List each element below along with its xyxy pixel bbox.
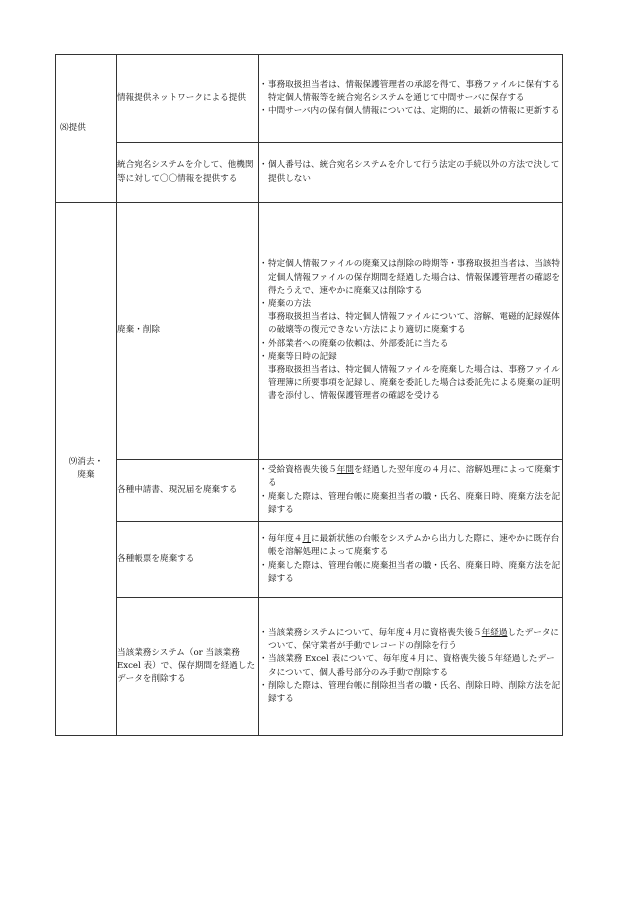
subject-ledger-forms: 各種帳票を廃棄する [117, 522, 259, 598]
list-item: ・ 廃棄等日時の記録 [259, 351, 337, 362]
list-item: ・ 削除した際は、管理台帳に削除担当者の職・氏名、削除日時、削除方法を記録する [259, 680, 561, 704]
list-item: ・ 外部業者への廃棄の依頼は、外部委託に当たる [259, 338, 449, 349]
detail-application-forms [259, 460, 563, 522]
table-row [56, 460, 563, 522]
detail-other-agency [259, 143, 563, 203]
list-item-body: 事務取扱担当者は、特定個人情報ファイルを廃棄した場合は、事務ファイル管理簿に所要事項を記録し、廃棄を委託した場合は委託先による廃棄の証明書を添付し、情報保護管理者の確認を受ける [268, 365, 561, 402]
list-item-body: 事務取扱担当者は、特定個人情報ファイルについて、溶解、電磁的記録媒体の破壊等の復元できない方法により適切に廃棄する [268, 312, 560, 336]
list-item: ・ 中間サーバ内の保有個人情報については、定期的に、最新の情報に更新する [259, 106, 560, 117]
detail-delete-expired-data [259, 598, 563, 736]
subject-dispose-delete: 廃棄・削除 [117, 203, 259, 460]
list-item: ・ 廃棄した際は、管理台帳に廃棄担当者の職・氏名、廃棄日時、廃棄方法を記録する [259, 560, 561, 584]
category-erase-dispose: ⑼消去・ 廃棄 [56, 203, 117, 736]
list-item: ・ 事務取扱担当者は、情報保護管理者の承認を得て、事務ファイルに保有する特定個人情報等を統合宛名システムを通じて中間サーバに保存する [259, 79, 560, 103]
subject-other-agency: 統合宛名システムを介して、他機関等に対して〇〇情報を提供する [117, 143, 259, 203]
list-item: ・ 当該業務 Excel 表について、毎年度４月に、資格喪失後５年経過したデータについて、個人番号部分のみ手動で削除する [259, 654, 555, 678]
list-item: ・ 毎年度４月に最新状態の台帳をシステムから出力した際に、速やかに既存台帳を溶解処理によって廃棄する [259, 534, 560, 558]
subject-network-provision: 情報提供ネットワークによる提供 [117, 55, 259, 143]
procedure-table [55, 54, 563, 736]
list-item: ・ 廃棄の方法 [259, 298, 311, 309]
category-provide: ⑻提供 [56, 55, 117, 203]
list-item: ・ 当該業務システムについて、毎年度４月に資格喪失後５年経過したデータについて、保守業者が手動でレコードの削除を行う [259, 627, 560, 652]
table-row [56, 55, 563, 143]
list-item: ・ 廃棄した際は、管理台帳に廃棄担当者の職・氏名、廃棄日時、廃棄方法を記録する [259, 491, 561, 515]
list-item: ・ 特定個人情報ファイルの廃棄又は削除の時期等・事務取扱担当者は、当該特定個人情報ファイルの保存期間を経過した場合は、情報保護管理者の確認を得たうえで、速やかに廃棄又は削除する [259, 259, 561, 296]
table-row [56, 203, 563, 460]
subject-application-forms: 各種申請書、現況届を廃棄する [117, 460, 259, 522]
detail-dispose-delete [259, 203, 563, 460]
list-item: ・ 受給資格喪失後５年間を経過した翌年度の４月に、溶解処理によって廃棄する [259, 465, 561, 489]
table-row [56, 143, 563, 203]
detail-ledger-forms [259, 522, 563, 598]
subject-delete-expired-data: 当該業務システム（or 当該業務 Excel 表）で、保存期間を経過したデータを削除する [117, 598, 259, 736]
list-item: ・ 個人番号は、統合宛名システムを介して行う法定の手続以外の方法で決して提供しない [259, 160, 560, 184]
table-row [56, 522, 563, 598]
table-row [56, 598, 563, 736]
detail-network-provision [259, 55, 563, 143]
